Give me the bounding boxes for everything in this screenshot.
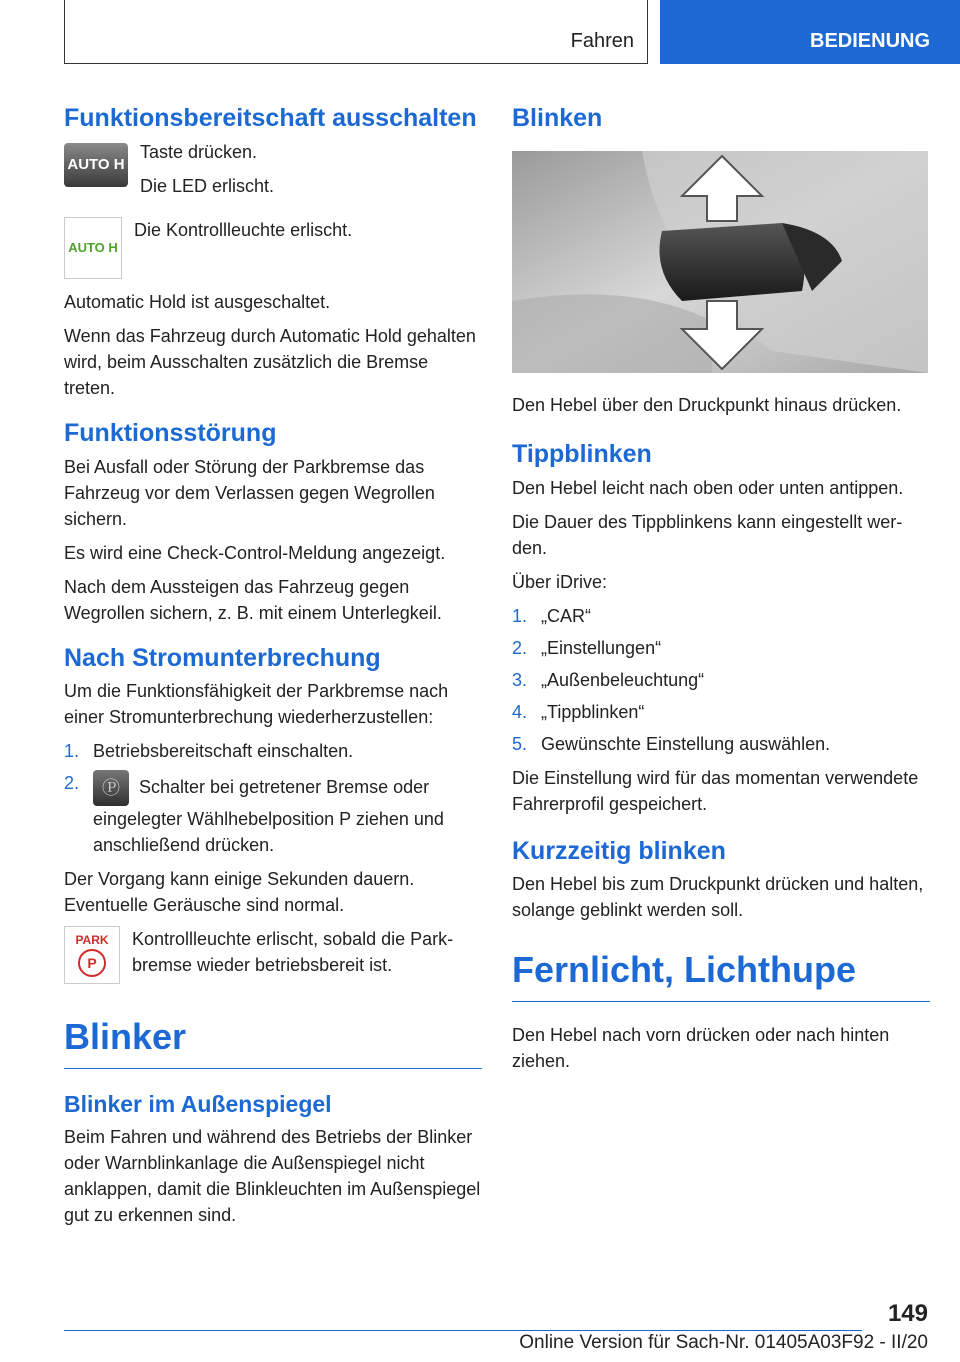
page-number: 149	[887, 1300, 928, 1327]
list-item: 3. „Außenbeleuchtung“	[512, 669, 705, 690]
list-item: 2. „Einstellungen“	[512, 637, 662, 658]
fern-text: Den Hebel nach vorn drücken oder nach hinten ziehen.	[512, 1025, 890, 1072]
footer-text: Online Version für Sach-Nr. 01405A03F92 - II/20	[519, 1332, 928, 1353]
power-text-3: Kontrollleuchte erlischt, sobald die Parkbremse wieder betriebsbereit ist.	[132, 929, 454, 976]
mirror-text: Beim Fahren und während des Betriebs der Blinker oder Warnblinkanlage die Außenspiegel nicht anklappen, damit die Blinkleuchten im Außenspiegel gut zu erkennen sind.	[64, 1127, 481, 1226]
heading-off: Funktionsbereitschaft ausschalten	[64, 104, 477, 132]
list-item: 2. Ⓟ Schalter bei getretener Bremse oder eingelegter Wählhebelposition P ziehen und anschließend drücken.	[64, 770, 482, 858]
kurz-text: Den Hebel bis zum Druckpunkt drücken und halten, solange geblinkt werden soll.	[512, 874, 924, 921]
heading-tipp: Tippblinken	[512, 439, 652, 468]
blinken-text: Den Hebel über den Druckpunkt hinaus drücken.	[512, 394, 902, 415]
power-steps	[64, 738, 482, 858]
tipp-text-4: Die Einstellung wird für das momentan verwendete Fahrerprofil gespeichert.	[512, 767, 919, 814]
list-item: 4. „Tippblinken“	[512, 701, 645, 722]
off-text-5: Wenn das Fahrzeug durch Automatic Hold gehalten wird, beim Ausschalten zusätzlich die Bremse treten.	[64, 325, 476, 398]
heading-blinker: Blinker	[64, 1016, 482, 1069]
power-text-2: Der Vorgang kann einige Sekunden dauern. Eventuelle Geräusche sind normal.	[64, 869, 415, 916]
heading-fernlicht: Fernlicht, Lichthupe	[512, 949, 930, 1002]
fault-text-2: Es wird eine Check-Control-Meldung angezeigt.	[64, 542, 446, 563]
heading-blinken: Blinken	[512, 104, 603, 132]
heading-power: Nach Stromunterbrechung	[64, 643, 381, 672]
park-indicator-icon: PARK P	[64, 926, 120, 984]
header-tab: BEDIENUNG	[660, 0, 960, 64]
footer-divider	[64, 1330, 862, 1331]
auto-h-indicator-icon: AUTO H	[64, 217, 122, 279]
header-section: Fahren	[570, 30, 634, 52]
off-text-4: Automatic Hold ist ausgeschaltet.	[64, 291, 331, 312]
list-item: 1. „CAR“	[512, 605, 591, 626]
tipp-text-3: Über iDrive:	[512, 571, 608, 592]
off-text-2: Die LED erlischt.	[140, 175, 275, 196]
heading-kurz: Kurzzeitig blinken	[512, 836, 726, 865]
right-column	[512, 104, 930, 1082]
header-frame	[64, 0, 648, 64]
off-text-3: Die Kontrollleuchte erlischt.	[134, 219, 353, 240]
power-text-1: Um die Funktionsfähigkeit der Parkbremse nach einer Stromunterbrechung wiederherzustellen:	[64, 681, 449, 728]
off-text-1: Taste drücken.	[140, 141, 258, 162]
fault-text-1: Bei Ausfall oder Störung der Parkbremse das Fahrzeug vor dem Verlassen gegen Wegrollen sichern.	[64, 456, 435, 529]
auto-h-button-icon: AUTO H	[64, 143, 128, 187]
tipp-text-2: Die Dauer des Tippblinkens kann eingestellt werden.	[512, 511, 903, 558]
heading-fault: Funktionsstörung	[64, 418, 277, 447]
fault-text-3: Nach dem Aussteigen das Fahrzeug gegen Wegrollen sichern, z. B. mit einem Unterlegkeil.	[64, 576, 442, 623]
heading-mirror: Blinker im Außenspiegel	[64, 1091, 332, 1118]
left-column	[64, 104, 482, 1236]
list-item: 5. Gewünschte Einstellung auswählen.	[512, 733, 831, 754]
parking-brake-switch-icon: Ⓟ	[93, 770, 129, 806]
turn-signal-lever-figure	[512, 151, 928, 373]
tipp-steps	[512, 603, 930, 757]
list-item: 1. Betriebsbereitschaft einschalten.	[64, 741, 354, 762]
tipp-text-1: Den Hebel leicht nach oben oder unten antippen.	[512, 477, 904, 498]
